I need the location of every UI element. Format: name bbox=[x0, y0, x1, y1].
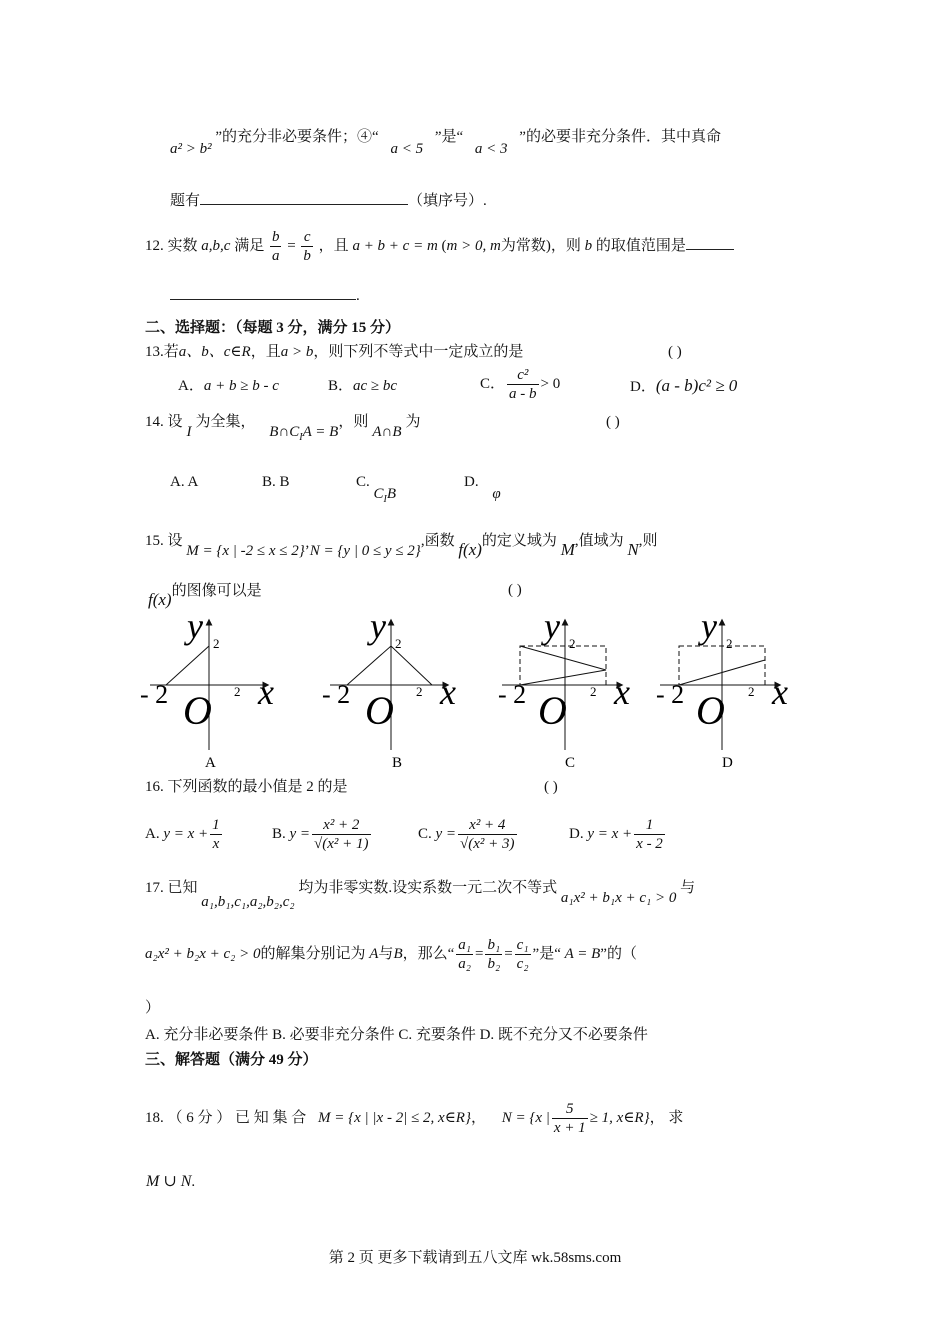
graph-c-curve bbox=[520, 646, 606, 685]
graph-c-y-two: 2 bbox=[569, 636, 576, 651]
q12-math3: m > 0, m bbox=[446, 238, 501, 254]
graph-label-d: D bbox=[722, 755, 733, 770]
q13-option-c[interactable]: C． $\frac{\text{c²}}{a - b}$ > 0 bbox=[480, 367, 561, 403]
q16-paren: ( ) bbox=[544, 779, 558, 795]
q13-stem-text3: ，则下列不等式中一定成立的是 bbox=[313, 344, 524, 360]
graph-d-neg-two: - 2 bbox=[656, 680, 685, 709]
q16-option-d[interactable]: D. y = x + $\frac{1}{x - 2}$ bbox=[569, 817, 663, 853]
q13-option-a[interactable]: A．a + b ≥ b - c bbox=[178, 378, 279, 394]
q14-option-a[interactable]: A. A bbox=[170, 474, 199, 490]
q12-text3: ( bbox=[441, 238, 447, 254]
q13-option-d[interactable]: D．(a - b)c² ≥ 0 bbox=[630, 376, 738, 395]
q11-math2: a < 5 bbox=[390, 141, 424, 157]
q17-frac2: $\frac{\text{b₁}}{\text{b₂}}$ bbox=[487, 937, 501, 973]
graph-a-curve bbox=[166, 646, 209, 685]
page-footer: 第 2 页 更多下载请到五八文库 wk.58sms.com bbox=[328, 1250, 622, 1266]
graph-a-y-label: y bbox=[187, 606, 203, 646]
q13-stem-text: 13.若 bbox=[145, 344, 179, 360]
answer-blank[interactable] bbox=[686, 235, 734, 250]
q16-option-a[interactable]: A. y = x + $\frac{1}{x}$ bbox=[145, 817, 220, 853]
graph-d-y-two: 2 bbox=[726, 636, 733, 651]
q11-line2 bbox=[170, 190, 487, 211]
q12-label: 12. 实数 bbox=[145, 238, 198, 254]
graph-b-x-label: x bbox=[440, 672, 456, 712]
q16-option-b[interactable]: B. y = $\frac{\text{x² + 2}}{\text{√(x² + 1)}}$ bbox=[272, 817, 369, 853]
q12-frac1: $\frac{b}{a}$ bbox=[271, 229, 280, 265]
q15-stem: 15. 设 M = {x | -2 ≤ x ≤ 2}’N = {y | 0 ≤ y ≤ 2},函数 f(x)的定义域为 M,值域为 N,则 bbox=[145, 533, 658, 559]
graph-c-box bbox=[520, 646, 606, 685]
q12-vars: a,b,c bbox=[201, 238, 231, 254]
graph-c-neg-two: - 2 bbox=[498, 680, 527, 709]
q15-graphs bbox=[0, 600, 950, 770]
graph-a-neg-two: - 2 bbox=[140, 680, 169, 709]
q16-stem: 16. 下列函数的最小值是 2 的是 bbox=[145, 779, 348, 795]
graph-a-x-two: 2 bbox=[234, 684, 241, 699]
q11-line1 bbox=[170, 127, 721, 157]
q13-stem-math2: a > b bbox=[280, 344, 314, 360]
graph-c-origin: O bbox=[538, 688, 567, 733]
q11-text3: ”的必要非充分条件．其中真命 bbox=[519, 129, 721, 145]
graph-b-origin: O bbox=[365, 688, 394, 733]
answer-blank[interactable] bbox=[200, 190, 408, 205]
graph-label-c: C bbox=[565, 755, 576, 770]
graph-b-neg-two: - 2 bbox=[322, 680, 351, 709]
graph-a-x-label: x bbox=[258, 672, 274, 712]
answer-blank[interactable] bbox=[170, 285, 356, 300]
q12-cond: 满足 bbox=[234, 238, 265, 254]
graph-b-y-label: y bbox=[370, 606, 386, 646]
graph-c-y-label: y bbox=[544, 606, 560, 646]
q12-math2: a + b + c = m bbox=[352, 238, 438, 254]
q12-text4: 为常数)，则 bbox=[500, 238, 581, 254]
graph-c[interactable] bbox=[498, 606, 630, 750]
graph-b-y-two: 2 bbox=[395, 636, 402, 651]
q13-option-b[interactable]: B．ac ≥ bc bbox=[328, 378, 398, 394]
graph-b[interactable] bbox=[322, 606, 456, 750]
graph-b-curve bbox=[347, 646, 432, 685]
q11-math1: a² > b² bbox=[170, 141, 212, 157]
graph-d-origin: O bbox=[696, 688, 725, 733]
q17-line2: a₂x² + b₂x + c₂ > 0的解集分别记为 A与B，那么“ $\frac{\text{a₁}}{\text{a₂}}$ = $\frac{\text{b₁}}{\text{b₂}}$ = $\frac{\text{c₁}}{\text{c₂}}$ ”是“ A = B”的（ bbox=[145, 937, 637, 973]
q17-close: ） bbox=[145, 1000, 161, 1016]
graph-a-origin: O bbox=[183, 688, 212, 733]
q12-text5: 的取值范围是 bbox=[595, 238, 686, 254]
q11-text2: ”是“ bbox=[434, 129, 464, 145]
q14-paren: ( ) bbox=[606, 414, 620, 430]
q14-option-d[interactable]: D. φ bbox=[464, 474, 501, 502]
q13-stem bbox=[145, 342, 523, 362]
q11-line2-suffix: （填序号）. bbox=[408, 193, 487, 209]
q11-text1: ”的充分非必要条件；④“ bbox=[215, 129, 379, 145]
q13-stem-math: a、b、c∈R bbox=[178, 344, 251, 360]
q12-eq: = bbox=[287, 238, 296, 254]
q17-line1: 17. 已知 a₁,b₁,c₁,a₂,b₂,c₂ 均为非零实数.设实系数一元二次不等式 a₁x² + b₁x + c₁ > 0 与 bbox=[145, 880, 696, 910]
q18-line2: M ∪ N. bbox=[146, 1173, 196, 1190]
graph-d-x-two: 2 bbox=[748, 684, 755, 699]
q14-stem: 14. 设I为全集， $B\cap C_IA = B$，则A∩B为 bbox=[145, 414, 421, 443]
q13-stem-text2: ，且 bbox=[250, 344, 281, 360]
section-2-heading: 二、选择题：（每题 3 分，满分 15 分） bbox=[145, 320, 401, 336]
q15-paren: ( ) bbox=[508, 582, 522, 598]
graph-c-x-two: 2 bbox=[590, 684, 597, 699]
q18-line1: 18. （ 6 分 ） 已 知 集 合 M = {x | |x - 2| ≤ 2, x∈R}， N = {x | $\frac{5}{x + 1}$ ≥ 1, x∈R}， 求 bbox=[145, 1101, 684, 1137]
q17-frac1: $\frac{\text{a₁}}{\text{a₂}}$ bbox=[458, 937, 471, 973]
graph-label-a: A bbox=[205, 755, 216, 770]
graph-a[interactable] bbox=[140, 606, 274, 750]
q12-frac2: $\frac{c}{b}$ bbox=[303, 229, 311, 265]
q11-math3: a < 3 bbox=[474, 141, 508, 157]
graph-d[interactable] bbox=[656, 606, 788, 750]
graph-d-x-label: x bbox=[772, 672, 788, 712]
graph-d-y-label: y bbox=[701, 606, 717, 646]
q13-paren: ( ) bbox=[668, 344, 682, 360]
q12-math4: b bbox=[584, 238, 593, 254]
graph-b-x-two: 2 bbox=[416, 684, 423, 699]
graph-label-b: B bbox=[392, 755, 403, 770]
q12-line1 bbox=[145, 226, 734, 266]
q17-frac3: $\frac{\text{c₁}}{\text{c₂}}$ bbox=[516, 937, 529, 973]
graph-a-y-two: 2 bbox=[213, 636, 220, 651]
q17-options[interactable]: A. 充分非必要条件 B. 必要非充分条件 C. 充要条件 D. 既不充分又不必要条件 bbox=[145, 1027, 648, 1043]
q14-option-c[interactable]: C. $C_IB$ bbox=[356, 474, 397, 505]
q12-line2 bbox=[170, 285, 360, 306]
q16-option-c[interactable]: C. y = $\frac{\text{x² + 4}}{\text{√(x² + 3)}}$ bbox=[418, 817, 515, 853]
q11-line2-prefix: 题有 bbox=[170, 193, 201, 209]
section-3-heading: 三、解答题（满分 49 分） bbox=[145, 1052, 318, 1068]
q14-option-b[interactable]: B. B bbox=[262, 474, 290, 490]
graph-c-x-label: x bbox=[614, 672, 630, 712]
q12-end: . bbox=[356, 288, 360, 304]
q12-text2: ，且 bbox=[318, 238, 349, 254]
q15-line2: f(x)的图像可以是 bbox=[148, 583, 262, 609]
